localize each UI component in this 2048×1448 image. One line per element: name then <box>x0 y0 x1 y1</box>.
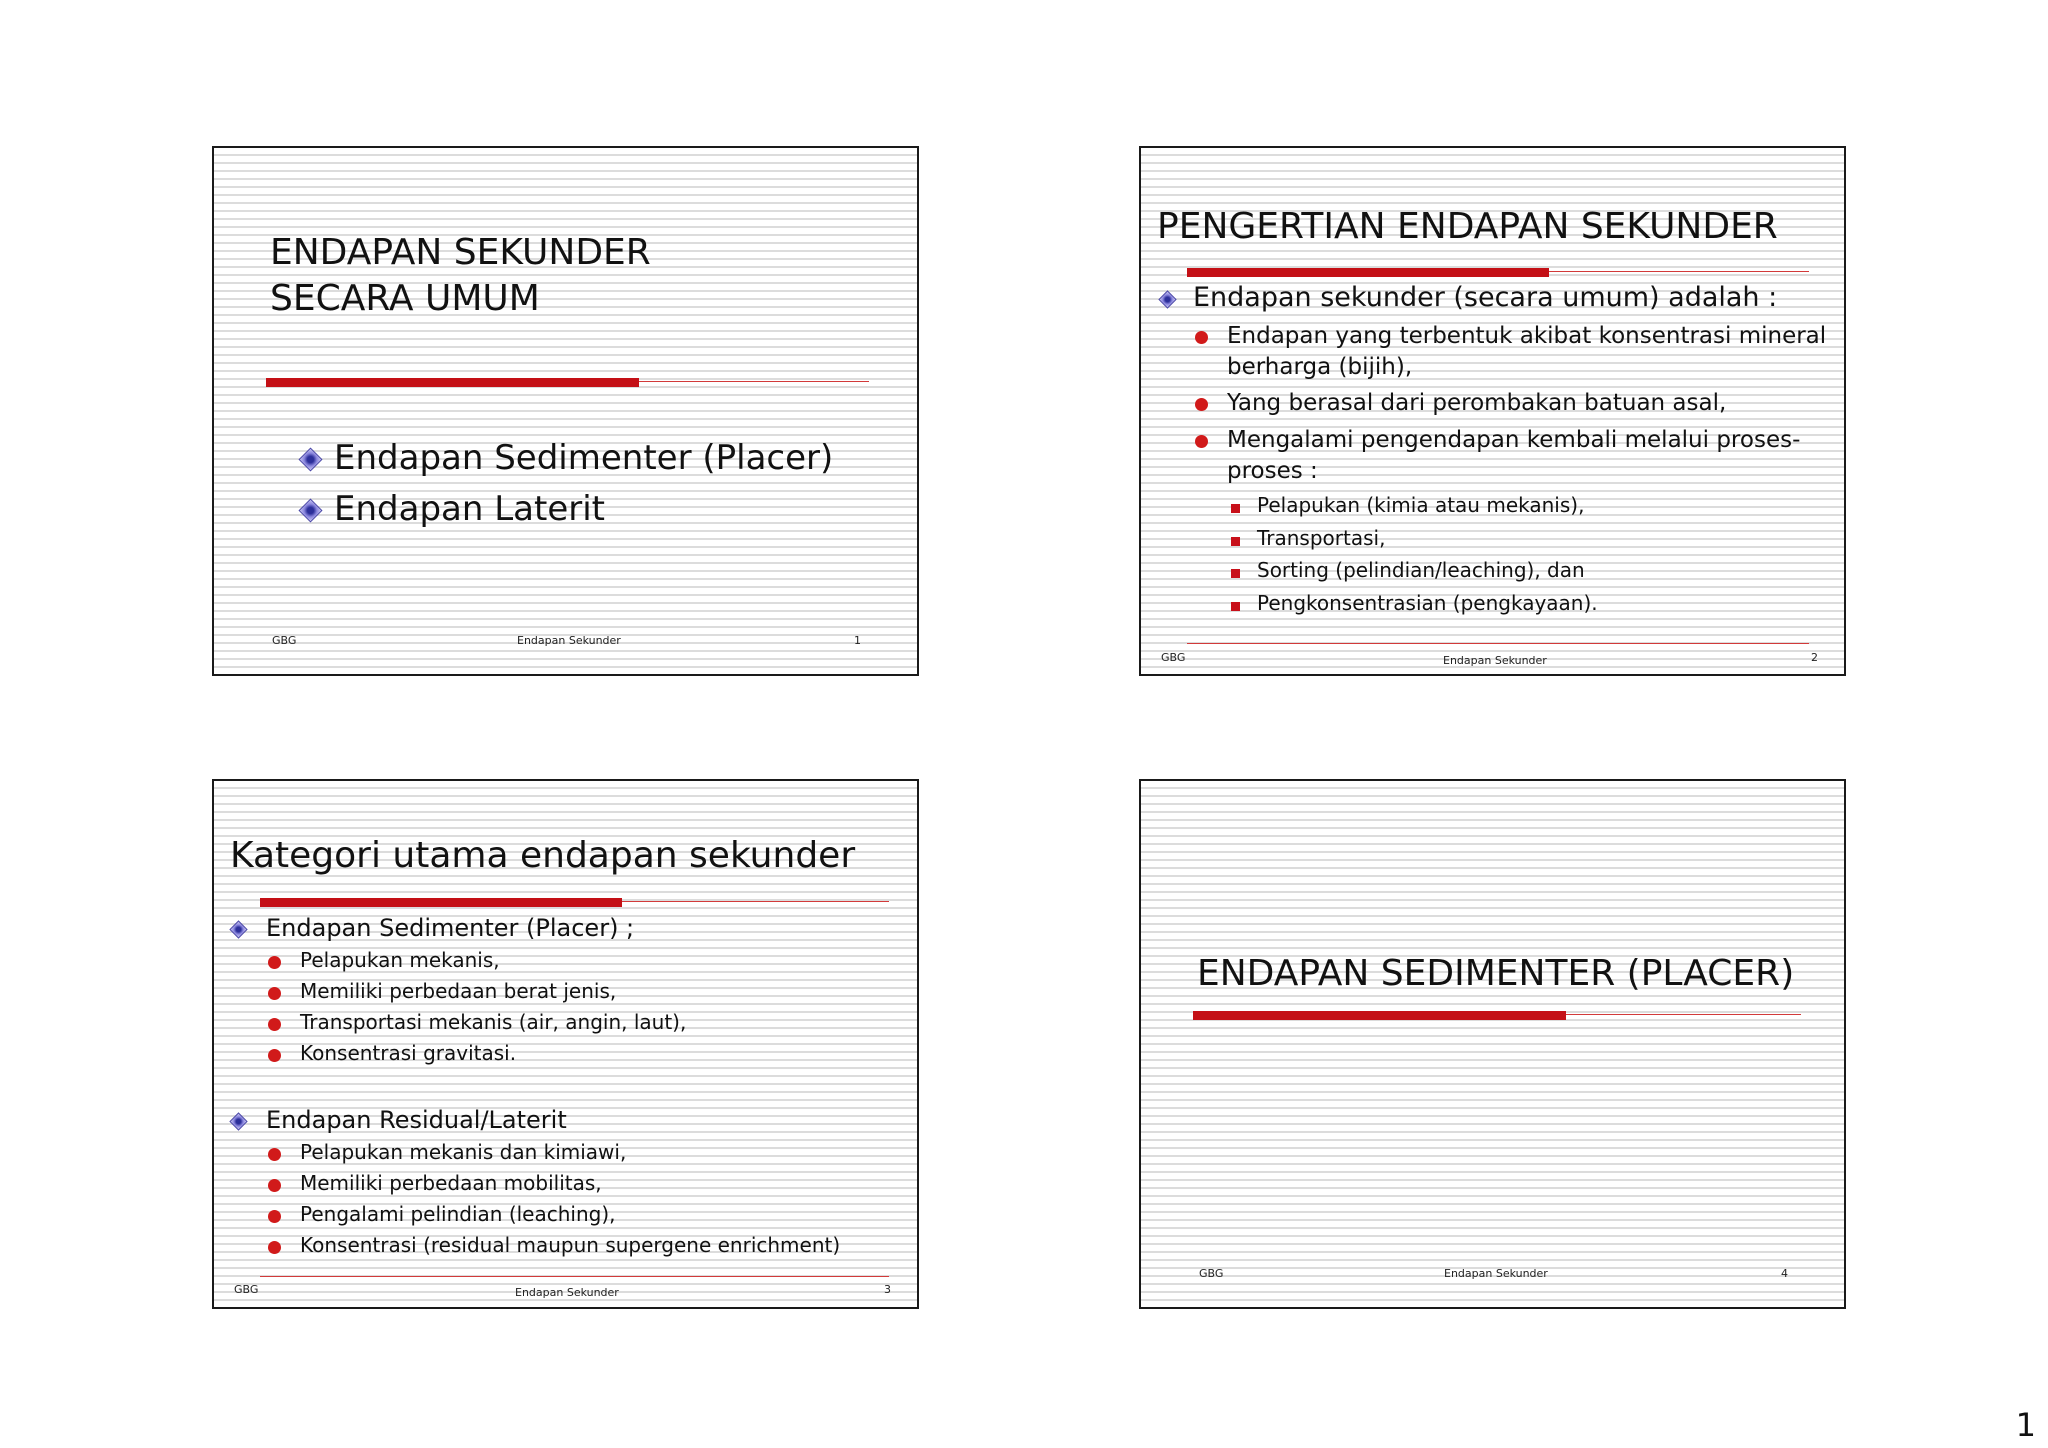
diamond-bullet-icon <box>229 920 247 938</box>
slide-2 <box>1139 146 1846 676</box>
red-dot-bullet-icon <box>1195 398 1208 411</box>
slide-2-title: PENGERTIAN ENDAPAN SEKUNDER <box>1157 206 1778 247</box>
footer-left: GBG <box>272 634 297 647</box>
slide-1 <box>212 146 919 676</box>
slide-3-group-2-label: Endapan Residual/Laterit <box>266 1106 567 1134</box>
title-underline-thick <box>1193 1011 1566 1020</box>
slide-4-title: ENDAPAN SEDIMENTER (PLACER) <box>1197 953 1795 994</box>
slide-2-bullet: Endapan sekunder (secara umum) adalah : <box>1193 282 1778 313</box>
diamond-bullet-icon <box>298 498 322 522</box>
slide-3-group-1-item-4: Konsentrasi gravitasi. <box>300 1041 517 1065</box>
slide-2-subsub-1: Pelapukan (kimia atau mekanis), <box>1257 493 1585 517</box>
slide-1-bullet-2: Endapan Laterit <box>334 489 606 529</box>
slide-3-group-2-item-3: Pengalami pelindian (leaching), <box>300 1202 616 1226</box>
slide-3-title: Kategori utama endapan sekunder <box>230 835 856 876</box>
title-underline-thin <box>1566 1014 1801 1015</box>
red-dot-bullet-icon <box>1195 331 1208 344</box>
red-square-bullet-icon <box>1231 537 1240 546</box>
footer-rule <box>260 1276 889 1277</box>
slide-3-group-1-item-1: Pelapukan mekanis, <box>300 948 500 972</box>
title-underline-thin <box>1549 271 1809 272</box>
footer-page: 1 <box>854 634 861 647</box>
footer-page: 2 <box>1811 651 1818 664</box>
red-dot-bullet-icon <box>268 987 281 1000</box>
slide-3-group-1-label: Endapan Sedimenter (Placer) ; <box>266 914 635 942</box>
slide-2-subsub-3: Sorting (pelindian/leaching), dan <box>1257 558 1585 582</box>
red-dot-bullet-icon <box>268 956 281 969</box>
title-underline-thin <box>639 381 869 382</box>
red-square-bullet-icon <box>1231 569 1240 578</box>
red-square-bullet-icon <box>1231 504 1240 513</box>
slide-2-sub-1-line1: Endapan yang terbentuk akibat konsentrasi mineral <box>1227 323 1827 349</box>
footer-page: 3 <box>884 1283 891 1296</box>
slide-3-group-2-item-2: Memiliki perbedaan mobilitas, <box>300 1171 602 1195</box>
slide-2-subsub-2: Transportasi, <box>1257 526 1386 550</box>
title-underline-thick <box>260 898 622 907</box>
footer-center: Endapan Sekunder <box>1444 1267 1548 1280</box>
red-dot-bullet-icon <box>268 1241 281 1254</box>
title-underline-thick <box>1187 268 1549 277</box>
slide-3-group-2-item-1: Pelapukan mekanis dan kimiawi, <box>300 1140 627 1164</box>
footer-center: Endapan Sekunder <box>1443 654 1547 667</box>
slide-3-group-2-item-4: Konsentrasi (residual maupun supergene enrichment) <box>300 1233 841 1257</box>
footer-left: GBG <box>234 1283 259 1296</box>
page-number: 1 <box>2015 1406 2036 1444</box>
red-dot-bullet-icon <box>268 1179 281 1192</box>
slide-2-subsub-4: Pengkonsentrasian (pengkayaan). <box>1257 591 1598 615</box>
slide-2-sub-1-line2: berharga (bijih), <box>1227 354 1413 380</box>
footer-left: GBG <box>1199 1267 1224 1280</box>
red-dot-bullet-icon <box>268 1210 281 1223</box>
slide-1-title-line1: ENDAPAN SEKUNDER <box>270 232 651 273</box>
footer-page: 4 <box>1781 1267 1788 1280</box>
footer-center: Endapan Sekunder <box>517 634 621 647</box>
diamond-bullet-icon <box>298 447 322 471</box>
slide-1-title-line2: SECARA UMUM <box>270 278 540 319</box>
slide-2-sub-3-line1: Mengalami pengendapan kembali melalui proses- <box>1227 427 1801 453</box>
diamond-bullet-icon <box>1158 290 1176 308</box>
footer-rule <box>1187 643 1809 644</box>
red-dot-bullet-icon <box>268 1049 281 1062</box>
footer-left: GBG <box>1161 651 1186 664</box>
red-dot-bullet-icon <box>268 1018 281 1031</box>
slide-2-sub-3-line2: proses : <box>1227 458 1318 484</box>
slide-3 <box>212 779 919 1309</box>
diamond-bullet-icon <box>229 1112 247 1130</box>
slide-4 <box>1139 779 1846 1309</box>
red-dot-bullet-icon <box>268 1148 281 1161</box>
red-square-bullet-icon <box>1231 602 1240 611</box>
title-underline-thin <box>622 901 889 902</box>
title-underline-thick <box>266 378 639 387</box>
slide-1-bullet-1: Endapan Sedimenter (Placer) <box>334 438 834 478</box>
footer-center: Endapan Sekunder <box>515 1286 619 1299</box>
slide-3-group-1-item-3: Transportasi mekanis (air, angin, laut), <box>300 1010 687 1034</box>
slide-2-sub-2: Yang berasal dari perombakan batuan asal, <box>1227 390 1727 416</box>
red-dot-bullet-icon <box>1195 435 1208 448</box>
slide-3-group-1-item-2: Memiliki perbedaan berat jenis, <box>300 979 617 1003</box>
